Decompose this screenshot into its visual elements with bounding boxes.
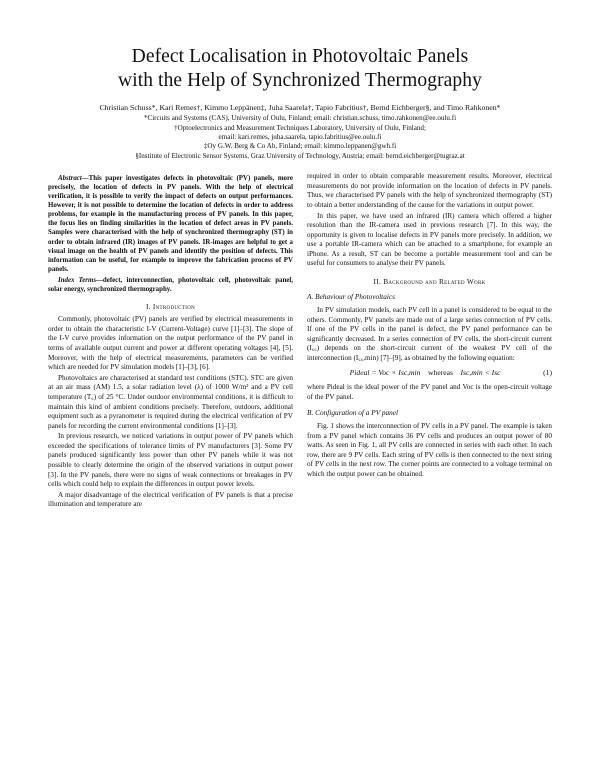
affiliation-line: *Circuits and Systems (CAS), University of Oulu, Finland; email: christian.schuss, timo.rahkonen@ee.oulu.fi — [143, 114, 457, 123]
paragraph: Fig. 1 shows the interconnection of PV cells in a PV panel. The example is taken from a PV panel which contains 36 PV cells and produces an output power of 80 watts. As seen in Fig. 1, all PV cells are connected in series with each other. In each row, there are 9 PV cells. Each string of PV cells is then connected to the next string of PV cells in the next row. The corner points are connected to a voltage terminal on which the output power can be obtained. — [307, 421, 552, 478]
subsection-heading-configuration: B. Configuration of a PV panel — [307, 408, 399, 418]
index-terms-text: —defect, interconnection, photovoltaic cell, photovoltaic panel, solar energy, synchronized thermography. — [48, 276, 293, 293]
paragraph: Commonly, photovoltaic (PV) panels are verified by electrical measurements in order to obtain the characteristic I-V (Current-Voltage) curve [1]–[3]. The slope of the I-V curve provides information on the output performance of the PV panel in terms of available output current and power at different operating voltages [4], [5]. Moreover, with the help of electrical measurements, parameters can be verified which are needed for PV simulation models [1]–[3], [6]. — [48, 315, 293, 372]
subsection-heading-behaviour: A. Behaviour of Photovoltaics — [307, 292, 395, 302]
paragraph: A major disadvantage of the electrical verification of PV panels is that a precise illumination and temperature are — [48, 490, 293, 509]
paragraph: Photovoltaics are characterised at standard test conditions (STC). STC are given at an air mass (AM) 1.5, a solar radiation level (λ) of 1000 W/m² and a PV cell temperature (T꜀) of 25 °C. Under outdoor environmental conditions, it is difficult to maintain this kind of ambient conditions precisely. Therefore, outdoors, additional equipment such as a pyranometer is required during the electrical verification of PV panels for recording the current environmental conditions [1]–[3]. — [48, 373, 293, 430]
equation-body — [307, 368, 543, 378]
section-heading-introduction: I. Introduction — [145, 301, 196, 311]
section-heading-background: II. Background and Related Work — [373, 276, 486, 286]
equation-left: Pideal = Voc × Isc,min — [349, 368, 421, 378]
affiliation-line: ‡Oy G.W. Berg & Co Ab, Finland; email: kimmo.leppanen@gwh.fi — [203, 142, 397, 151]
title-line-2: with the Help of Synchronized Thermography — [118, 69, 482, 91]
affiliations — [48, 114, 552, 161]
abstract — [48, 174, 293, 274]
left-column — [48, 172, 293, 511]
author-list: Christian Schuss*, Kari Remes†, Kimmo Leppänen‡, Juha Saarela†, Tapio Fabritius†, Bernd Eichberger§, and Timo Rahkonen* — [99, 102, 501, 112]
two-column-body — [48, 172, 552, 511]
paragraph: required in order to obtain comparable measurement results. Moreover, electrical measurements do not provide information on the location of defects in PV panels. Thus, we characterised PV panels with the help of synchronized thermography (ST) to obtain a better understanding of the cause for the variations in output power. — [307, 172, 552, 209]
equation-number: (1) — [543, 368, 552, 378]
paper-title — [48, 45, 552, 93]
paragraph: In PV simulation models, each PV cell in a panel is considered to be equal to the others. Commonly, PV panels are made out of a large series connection of PV cells. If one of the PV cells in the panel is defect, the PV panel performance can be significantly decreased. In a series connection of PV cells, the short-circuit current (I꜀꜀) depends on the short-circuit current of the weakest PV cell of the interconnection (I꜀꜀,min) [7]–[9], as obtained by the following equation: — [307, 305, 552, 362]
abstract-label: Abstract — [58, 175, 82, 183]
equation-1 — [307, 368, 552, 378]
affiliation-line: email: kari.remes, juha.saarela, tapio.fabritius@ee.oulu.fi — [218, 132, 382, 141]
index-terms-label: Index Terms — [58, 276, 97, 284]
paragraph: In this paper, we have used an infrared (IR) camera which offered a higher resolution than the IR-camera used in previous research [7]. In this way, the opportunity is given to localise defects in PV panels more precisely. In addition, we use a portable IR-camera which can be attached to a smartphone, for example an iPhone. As a result, ST can be become a portable measurement tool and can be useful for consumers to analyse their PV panels. — [307, 211, 552, 268]
paragraph: In previous research, we noticed variations in output power of PV panels which exceeded the specifications of tolerance limits of PV manufacturers [3]. Some PV panels produced significantly less power than other PV panels while it was not possible to clearly determine the origin of the observed variations in output power [3]. In the PV panels, there were no signs of weak connections or breakages in PV cells which could help to explain the differences in output power levels. — [48, 432, 293, 489]
equation-right: Isc,min < Isc — [460, 368, 501, 378]
title-line-1: Defect Localisation in Photovoltaic Panels — [131, 46, 469, 67]
right-column — [307, 172, 552, 511]
abstract-text: —This paper investigates defects in photovoltaic (PV) panels, more precisely, the location of defects in PV panels. With the help of electrical verification, it is possible to verify the impact of defects on output performances. However, it is not possible to determine the location of defects in order to address problems, for example in the manufacturing process of PV panels. In this paper, the focus lies on finding similarities in the location of defect areas in PV panels. Samples were characterised with the help of synchronized thermography (ST) in order to obtain infrared (IR) images of PV panels. IR-images are helpful to get a visual image on the health of PV panels and identify the position of defects. This information can be useful, for example to improve the fabrication process of PV panels. — [48, 175, 293, 273]
affiliation-line: †Optoelectronics and Measurement Techniques Laboratory, University of Oulu, Finland; — [174, 123, 426, 132]
equation-whereas: whereas — [428, 368, 453, 378]
paragraph: where Pideal is the ideal power of the PV panel and Voc is the open-circuit voltage of the PV panel. — [307, 383, 552, 401]
index-terms — [48, 276, 293, 294]
affiliation-line: §Institute of Electronic Sensor Systems, Graz University of Technology, Austria; email: bernd.eichberger@tugraz.at — [135, 151, 465, 160]
